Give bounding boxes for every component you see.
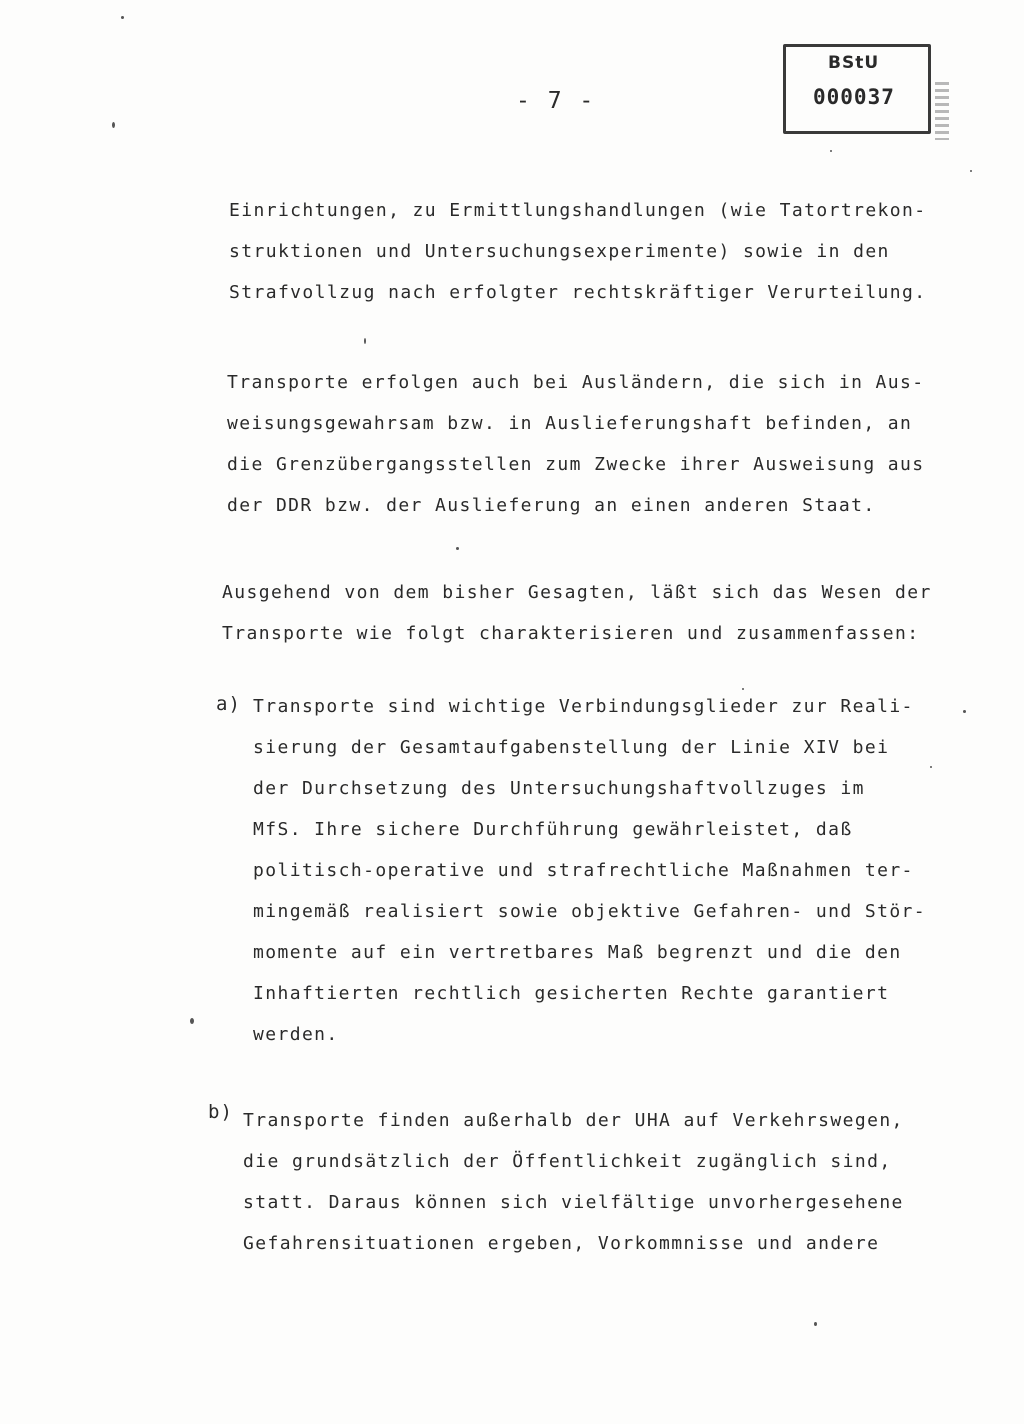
scan-speck	[364, 338, 366, 344]
stamp-org-label: BStU	[828, 53, 880, 73]
list-item-line: Inhaftierten rechtlich gesicherten Rechte garantiert	[253, 983, 890, 1004]
paragraph-line: Ausgehend von dem bisher Gesagten, läßt sich das Wesen der	[222, 582, 932, 603]
list-item-a	[253, 686, 926, 1055]
list-item-line: mingemäß realisiert sowie objektive Gefahren- und Stör-	[253, 901, 927, 922]
list-item-line: MfS. Ihre sichere Durchführung gewährleistet, daß	[253, 819, 853, 840]
paragraph-3	[222, 572, 932, 654]
paragraph-line: die Grenzübergangsstellen zum Zwecke ihrer Ausweisung aus	[227, 454, 925, 475]
scan-speck	[121, 16, 124, 19]
scan-speck	[456, 547, 459, 550]
paragraph-line: Einrichtungen, zu Ermittlungshandlungen (wie Tatortrekon-	[229, 200, 927, 221]
list-item-line: statt. Daraus können sich vielfältige unvorhergesehene	[243, 1192, 904, 1213]
list-item-line: Transporte finden außerhalb der UHA auf Verkehrswegen,	[243, 1110, 904, 1131]
list-item-b	[243, 1100, 904, 1264]
list-item-line: der Durchsetzung des Untersuchungshaftvollzuges im	[253, 778, 865, 799]
paragraph-line: Transporte wie folgt charakterisieren und zusammenfassen:	[222, 623, 920, 644]
scan-speck	[814, 1322, 817, 1326]
paragraph-line: weisungsgewahrsam bzw. in Auslieferungshaft befinden, an	[227, 413, 913, 434]
scan-speck	[963, 710, 966, 713]
list-marker-b: b)	[208, 1101, 233, 1123]
paragraph-line: der DDR bzw. der Auslieferung an einen anderen Staat.	[227, 495, 876, 516]
list-item-line: politisch-operative und strafrechtliche Maßnahmen ter-	[253, 860, 914, 881]
scan-speck	[830, 150, 832, 152]
list-item-line: momente auf ein vertretbares Maß begrenzt und die den	[253, 942, 902, 963]
scan-speck	[190, 1018, 194, 1024]
list-marker-a: a)	[216, 693, 241, 715]
paragraph-1	[229, 190, 927, 313]
paragraph-2	[227, 362, 925, 526]
stamp-number: 000037	[813, 85, 895, 109]
stamp-smudge	[935, 82, 949, 140]
page-number: - 7 -	[516, 88, 596, 114]
paragraph-line: struktionen und Untersuchungsexperimente) sowie in den	[229, 241, 890, 262]
list-item-line: sierung der Gesamtaufgabenstellung der Linie XIV bei	[253, 737, 890, 758]
list-item-line: Transporte sind wichtige Verbindungsglieder zur Reali-	[253, 696, 914, 717]
list-item-line: werden.	[253, 1024, 339, 1045]
list-item-line: die grundsätzlich der Öffentlichkeit zugänglich sind,	[243, 1151, 892, 1172]
paragraph-line: Transporte erfolgen auch bei Ausländern, die sich in Aus-	[227, 372, 925, 393]
scan-speck	[970, 170, 972, 172]
scan-speck	[930, 766, 932, 768]
scan-speck	[112, 122, 115, 128]
scan-speck	[742, 688, 744, 690]
paragraph-line: Strafvollzug nach erfolgter rechtskräftiger Verurteilung.	[229, 282, 927, 303]
archive-stamp	[783, 44, 931, 134]
list-item-line: Gefahrensituationen ergeben, Vorkommnisse und andere	[243, 1233, 880, 1254]
